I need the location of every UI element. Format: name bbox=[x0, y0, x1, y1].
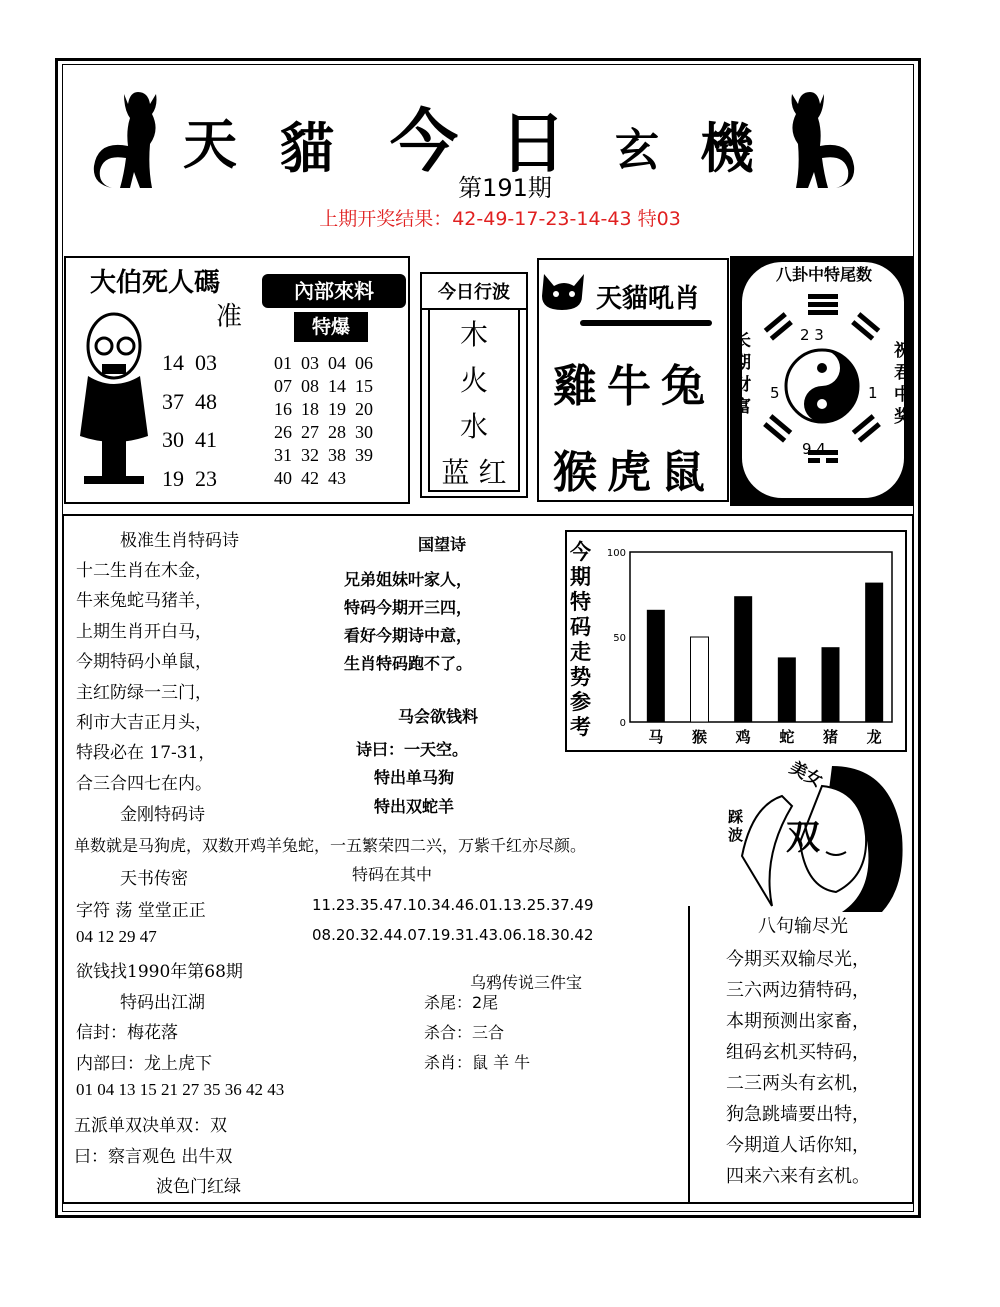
bagua-left-num: 5 bbox=[770, 384, 780, 402]
poem-jingang-title: 金刚特码诗 bbox=[120, 805, 205, 825]
bajv-lines bbox=[726, 944, 870, 1192]
xingbo-item: 木 bbox=[459, 318, 488, 351]
jianghu-line-2: 内部曰：龙上虎下 bbox=[76, 1054, 212, 1074]
xingbo-item: 水 bbox=[459, 410, 488, 443]
neibu-row: 26 27 28 30 bbox=[274, 422, 373, 442]
qizhong-line-2: 08.20.32.44.07.19.31.43.06.18.30.42 bbox=[312, 926, 594, 944]
cat-face-icon bbox=[540, 270, 586, 312]
neibu-row: 40 42 43 bbox=[274, 468, 346, 488]
poem-line: 四来六来有玄机。 bbox=[726, 1166, 870, 1187]
poem-line: 兄弟姐妹叶家人， bbox=[344, 570, 473, 589]
neibu-title: 內部來料 bbox=[262, 274, 406, 308]
title-char-1: 天 bbox=[183, 113, 237, 176]
title-char-2: 貓 bbox=[280, 117, 334, 180]
poem-jizhun-lines bbox=[76, 556, 215, 799]
poem-line: 合三合四七在内。 bbox=[76, 773, 212, 794]
neibu-row: 31 32 38 39 bbox=[274, 445, 373, 465]
poem-line: 今期特码小单鼠， bbox=[76, 652, 212, 673]
y-tick-label: 50 bbox=[613, 633, 626, 644]
x-tick-label: 鸡 bbox=[735, 728, 751, 746]
poem-line: 二三两头有玄机， bbox=[726, 1073, 870, 1094]
jianghu-title: 特码出江湖 bbox=[120, 993, 205, 1013]
dabo-title: 大伯死人碼 bbox=[90, 268, 221, 298]
tianshu-line-1: 字符 荡 堂堂正正 bbox=[76, 901, 206, 921]
x-tick-label: 猪 bbox=[822, 728, 839, 746]
dabo-tag: 准 bbox=[216, 302, 243, 332]
tianmao-row-2: 猴虎鼠 bbox=[553, 447, 715, 498]
mahui-line-2: 特出单马狗 bbox=[374, 768, 455, 787]
tianmao-row-1: 雞牛兔 bbox=[553, 361, 715, 412]
neibu-subtitle: 特爆 bbox=[294, 312, 368, 342]
tianshu-line-2: 04 12 29 47 bbox=[76, 927, 157, 946]
wuya-line-1: 杀尾：2尾 bbox=[424, 993, 499, 1012]
chart-bar bbox=[734, 596, 752, 722]
jianghu-line-4: 五派单双决单双：双 bbox=[74, 1116, 227, 1136]
xingbo-item: 蓝 红 bbox=[441, 456, 507, 489]
bagua-right-num: 1 bbox=[868, 384, 878, 402]
wuya-title: 乌鸦传说三件宝 bbox=[470, 973, 583, 992]
title-char-4: 日 bbox=[500, 105, 566, 182]
bajv-title: 八句输尽光 bbox=[758, 916, 848, 937]
bagua-title: 八卦中特尾数 bbox=[775, 265, 872, 284]
poem-line: 利市大吉正月头， bbox=[76, 713, 212, 734]
poem-line: 本期预测出家畜， bbox=[726, 1011, 870, 1032]
poem-line: 组码玄机买特码， bbox=[726, 1042, 870, 1063]
poem-jingang-text: 单数就是马狗虎，双数开鸡羊兔蛇，一五繁荣四二兴，万紫千红亦尽颜。 bbox=[74, 836, 587, 855]
neibu-row: 01 03 04 06 bbox=[274, 353, 373, 373]
chart-bar bbox=[822, 647, 840, 722]
xingbo-title: 今日行波 bbox=[420, 278, 528, 310]
poem-line: 主红防绿一三门， bbox=[76, 682, 212, 703]
qizhong-line-1: 11.23.35.47.10.34.46.01.13.25.37.49 bbox=[312, 896, 594, 914]
tianshu-line-3: 欲钱找1990年第68期 bbox=[76, 962, 243, 982]
bagua-bottom-nums: 9 4 bbox=[802, 440, 826, 458]
caibo-label: 踩波 bbox=[728, 808, 744, 844]
poem-line: 生肖特码跑不了。 bbox=[344, 654, 473, 673]
xingbo-items bbox=[420, 312, 528, 496]
old-man-icon bbox=[74, 306, 156, 488]
poem-jizhun-title: 极准生肖特码诗 bbox=[120, 531, 239, 551]
x-tick-label: 蛇 bbox=[779, 728, 795, 746]
jianghu-line-3: 01 04 13 15 21 27 35 36 42 43 bbox=[76, 1080, 285, 1099]
mahui-title: 马会欲钱料 bbox=[398, 707, 479, 726]
chart-plot-area bbox=[630, 552, 892, 722]
wuya-line-3: 杀肖：鼠 羊 牛 bbox=[424, 1053, 531, 1072]
masthead-title bbox=[175, 88, 785, 182]
poem-line: 三六两边猜特码， bbox=[726, 980, 870, 1001]
bagua-left-text: 长期财富 bbox=[734, 331, 751, 417]
jianghu-line-1: 信封：梅花落 bbox=[76, 1023, 178, 1043]
poem-line: 今期道人话你知， bbox=[726, 1135, 870, 1156]
chart-bar bbox=[691, 637, 709, 722]
poem-line: 特段必在 17-31， bbox=[76, 743, 216, 764]
xingbo-item: 火 bbox=[459, 364, 488, 397]
cat-right-icon bbox=[770, 82, 880, 202]
last-draw-result: 上期开奖结果：42-49-17-23-14-43 特03 bbox=[319, 208, 681, 230]
tianshu-title: 天书传密 bbox=[120, 869, 188, 889]
jianghu-line-6: 波色门红绿 bbox=[156, 1177, 241, 1197]
bagua-top-nums: 2 3 bbox=[800, 326, 824, 344]
dabo-numbers bbox=[162, 344, 217, 498]
bagua-center-num: 6 bbox=[846, 378, 856, 396]
title-char-6: 機 bbox=[700, 117, 754, 180]
mahui-line-1: 诗曰：一天空。 bbox=[356, 740, 469, 759]
x-tick-label: 龙 bbox=[866, 728, 882, 746]
mahui-line-3: 特出双蛇羊 bbox=[374, 797, 455, 816]
dabo-row: 19 23 bbox=[162, 465, 217, 491]
poem-line: 特码今期开三四， bbox=[344, 598, 473, 617]
bagua-right-text: 祝君中奖 bbox=[894, 341, 911, 427]
jianghu-line-5: 曰：察言观色 出牛双 bbox=[74, 1147, 233, 1167]
chart-bar bbox=[647, 610, 665, 722]
neibu-row: 16 18 19 20 bbox=[274, 399, 373, 419]
title-char-5: 玄 bbox=[615, 125, 659, 176]
x-tick-label: 马 bbox=[648, 728, 664, 746]
guowang-lines bbox=[344, 566, 472, 678]
tianmao-underline bbox=[580, 320, 712, 326]
poem-line: 今期买双输尽光， bbox=[726, 949, 870, 970]
dabo-row: 14 03 bbox=[162, 350, 217, 375]
neibu-numbers bbox=[274, 352, 373, 490]
cat-left-icon bbox=[78, 82, 188, 202]
trend-chart bbox=[600, 540, 900, 748]
poem-line: 十二生肖在木金， bbox=[76, 561, 212, 581]
issue-number: 第191期 bbox=[458, 174, 552, 202]
title-char-3: 今 bbox=[390, 103, 459, 182]
chart-bar bbox=[865, 583, 883, 722]
chart-bar bbox=[778, 657, 796, 722]
qizhong-title: 特码在其中 bbox=[352, 865, 433, 884]
poem-line: 牛来兔蛇马猪羊， bbox=[76, 591, 212, 612]
y-tick-label: 0 bbox=[619, 718, 626, 729]
neibu-row: 07 08 14 15 bbox=[274, 376, 373, 396]
meinv-label: 美女 bbox=[786, 757, 826, 792]
dabo-row: 30 41 bbox=[162, 427, 217, 453]
guowang-title: 国望诗 bbox=[418, 535, 467, 554]
wuya-line-2: 杀合：三合 bbox=[424, 1023, 505, 1042]
poem-line: 看好今期诗中意， bbox=[344, 626, 473, 645]
poem-line: 上期生肖开白马， bbox=[76, 621, 212, 642]
tianmao-title: 天貓吼肖 bbox=[596, 284, 701, 314]
x-tick-label: 猴 bbox=[691, 728, 708, 746]
dabo-row: 37 48 bbox=[162, 388, 217, 414]
chart-title: 今期特码走势参考 bbox=[570, 540, 591, 739]
poem-line: 狗急跳墙要出特， bbox=[726, 1104, 870, 1125]
shuang-label: 双 bbox=[786, 818, 820, 858]
y-tick-label: 100 bbox=[606, 548, 626, 559]
